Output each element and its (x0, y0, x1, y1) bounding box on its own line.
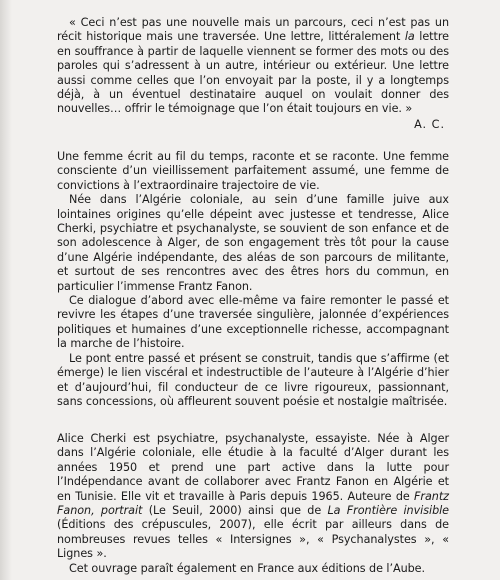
book-summary (57, 150, 449, 409)
book-title-portrait: Frantz Fanon, portrait (57, 489, 449, 518)
summary-paragraph: Une femme écrit au fil du temps, raconte et se raconte. Une femme consciente d’un vieillissement parfaitement assumé, une femme de convictions à l’extraordinaire trajectoire de vie. (57, 150, 449, 192)
summary-paragraph: Née dans l’Algérie coloniale, au sein d’une famille juive aux lointaines origines qu’elle dépeint avec justesse et tendresse, Alice Cherki, psychiatre et psychanalyste, se souvient de son enfance et de son adolescence à Alger, de son engagement très tôt pour la cause d’une Algérie indépendante, des aléas de son parcours de militante, et surtout de ses rencontres avec des êtres hors du commun, en particulier l’immense Frantz Fanon. (57, 193, 449, 293)
author-biography (57, 432, 449, 576)
quote-signature: A. C. (414, 117, 445, 131)
summary-paragraph: Ce dialogue d’abord avec elle-même va faire remonter le passé et revivre les étapes d’une traversée singulière, jalonnée d’expériences politiques et humaines d’une exceptionnelle richesse, accompagnant la marche de l’histoire. (57, 294, 449, 351)
edition-note: Cet ouvrage paraît également en France aux éditions de l’Aube. (69, 561, 426, 575)
quote-text: « Ceci n’est pas une nouvelle mais un parcours, ceci n’est pas un récit historique mais une traversée. Une lettre, littéralement la lettre en souffrance à partir de laquelle viennent se former des mots ou des paroles qui s’adressent à un autre, intérieur ou extérieur. Une lettre aussi comme celles que l’on envoyait par la poste, il y a longtemps déjà, à un éventuel destinataire auquel on voulait donner des nouvelles… offrir le témoignage que l’on était toujours en vie. » (57, 16, 449, 116)
epigraph-quote (57, 16, 449, 132)
quote-emphasis: la (404, 30, 415, 44)
bio-paragraph: Alice Cherki est psychiatre, psychanalyste, essayiste. Née à Alger dans l’Algérie coloniale, elle étudie à la faculté d’Alger durant les années 1950 et prend une part active dans la lutte pour l’Indépendance avant de collaborer avec Frantz Fanon en Algérie et en Tunisie. Elle vit et travaille à Paris depuis 1965. Auteure de Frantz Fanon, portrait (Le Seuil, 2000) ainsi que de La Frontière invisible (Éditions des crépuscules, 2007), elle écrit par ailleurs dans de nombreuses revues telles « Intersignes », « Psychanalystes », « Lignes ». (57, 432, 450, 561)
book-title-frontiere: La Frontière invisible (327, 504, 450, 518)
page-edge-shadow (0, 0, 12, 580)
summary-paragraph: Le pont entre passé et présent se construit, tandis que s’affirme (et émerge) le lien viscéral et indestructible de l’auteure à l’Algérie d’hier et d’aujourd’hui, fil conducteur de ce livre rigoureux, passionnant, sans concessions, où affleurent souvent poésie et nostalgie maîtrisée. (57, 351, 449, 408)
